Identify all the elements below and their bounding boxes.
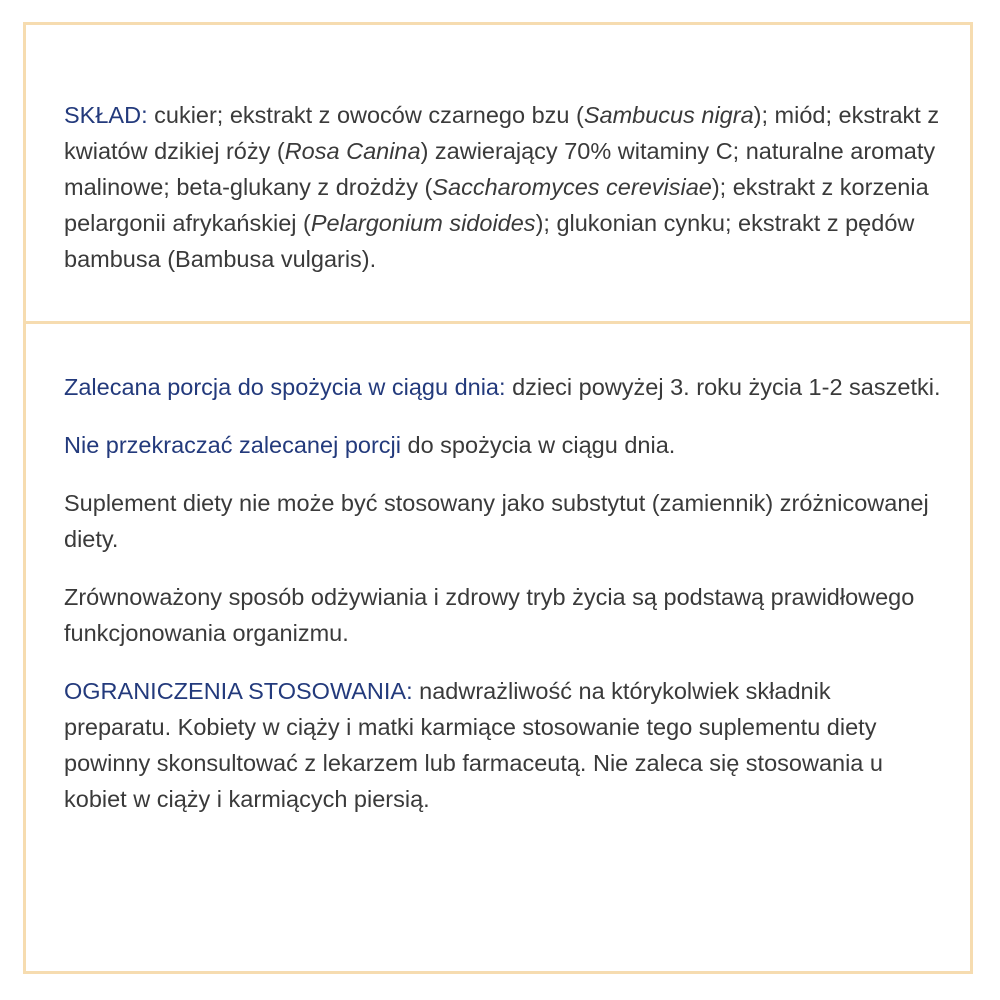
restrictions-label: OGRANICZENIA STOSOWANIA: — [64, 678, 413, 704]
label-frame — [23, 22, 973, 974]
lifestyle-note: Zrównoważony sposób odżywiania i zdrowy tryb życia są podstawą prawidłowego funkcjonowania organizmu. — [64, 584, 915, 646]
composition-section — [64, 97, 944, 277]
restrictions-paragraph — [64, 673, 944, 817]
dosage-label: Zalecana porcja do spożycia w ciągu dnia: — [64, 374, 506, 400]
dosage-text: dzieci powyżej 3. roku życia 1-2 saszetki. — [505, 374, 941, 400]
dosage-paragraph — [64, 369, 944, 405]
warning-text: do spożycia w ciągu dnia. — [400, 432, 676, 458]
supplement-note: Suplement diety nie może być stosowany jako substytut (zamiennik) zróżnicowanej diety. — [64, 490, 929, 552]
composition-latin-4: Pelargonium sidoides — [310, 210, 536, 236]
warning-label: Nie przekraczać zalecanej porcji — [64, 432, 401, 458]
composition-text-4: ); ekstrakt z korzenia pelargonii afrykańskiej ( — [64, 174, 929, 236]
composition-text-1: cukier; ekstrakt z owoców czarnego bzu ( — [147, 102, 584, 128]
composition-latin-1: Sambucus nigra — [583, 102, 754, 128]
composition-text-5: ); glukonian cynku; ekstrakt z pędów bambusa (Bambusa vulgaris). — [64, 210, 915, 272]
section-divider — [26, 321, 970, 324]
composition-latin-2: Rosa Canina — [284, 138, 421, 164]
restrictions-text: nadwrażliwość na którykolwiek składnik preparatu. Kobiety w ciąży i matki karmiące stosowanie tego suplementu diety powinny skonsultować z lekarzem lub farmaceutą. Nie zaleca się stosowania u kobiet w ciąży i karmiących piersią. — [64, 678, 883, 812]
composition-text-3: ) zawierający 70% witaminy C; naturalne aromaty malinowe; beta-glukany z drożdży ( — [64, 138, 936, 200]
composition-latin-3: Saccharomyces cerevisiae — [432, 174, 712, 200]
composition-label: SKŁAD: — [64, 102, 148, 128]
composition-text-2: ); miód; ekstrakt z kwiatów dzikiej róży ( — [64, 102, 940, 164]
warning-paragraph — [64, 427, 944, 463]
usage-section — [64, 369, 944, 839]
